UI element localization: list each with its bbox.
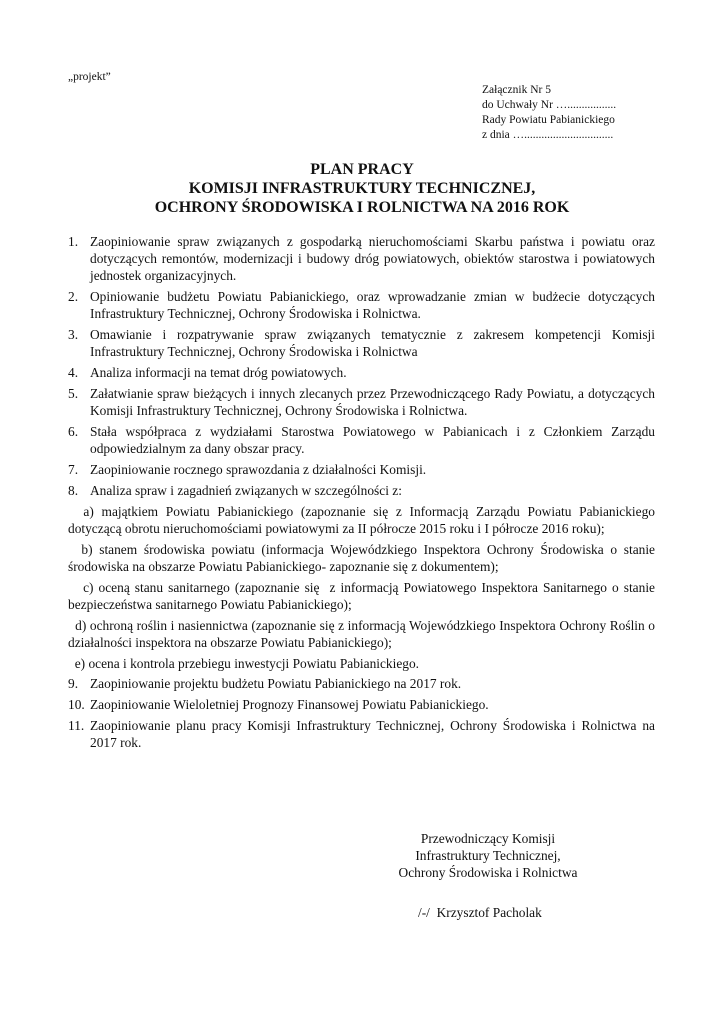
signature-block — [370, 830, 606, 882]
list-item-number: 9. — [68, 676, 79, 692]
list-item-number: 4. — [68, 365, 79, 381]
list-item — [68, 385, 655, 419]
plan-list — [68, 233, 659, 755]
list-item — [68, 288, 655, 322]
sub-item-e: e) ocena i kontrola przebiegu inwestycji Powiatu Pabianickiego. — [68, 655, 420, 671]
signer-name: /-/ Krzysztof Pacholak — [418, 905, 542, 920]
list-item-text: Zaopiniowanie projektu budżetu Powiatu Pabianickiego na 2017 rok. — [90, 676, 462, 692]
list-item — [68, 233, 655, 285]
list-item-text: Zaopiniowanie planu pracy Komisji Infrastruktury Technicznej, Ochrony Środowiska i Rolnictwa na 2017 rok. — [90, 717, 655, 751]
title-line-2: KOMISJI INFRASTRUKTURY TECHNICZNEJ, — [188, 180, 536, 197]
annex-line-4: z dnia …............................... — [482, 129, 614, 141]
annex-line-1: Załącznik Nr 5 — [482, 84, 551, 96]
list-item — [68, 326, 655, 360]
list-item-number: 5. — [68, 386, 79, 401]
list-item-text: Stała współpraca z wydziałami Starostwa Powiatowego w Pabianicach i z Członkiem Zarządu odpowiedzialnym za dany obszar pracy. — [90, 424, 655, 457]
list-item-number: 1. — [68, 234, 79, 249]
list-item-number: 10. — [68, 697, 85, 713]
list-item — [68, 675, 655, 692]
list-item-text: Analiza informacji na temat dróg powiatowych. — [90, 365, 347, 381]
signature-line-1: Przewodniczący Komisji — [420, 831, 556, 846]
list-item — [68, 482, 655, 499]
list-item-number: 7. — [68, 462, 79, 477]
list-item — [68, 423, 655, 457]
list-item — [68, 461, 655, 478]
list-item — [68, 717, 655, 751]
list-item-text: Analiza spraw i zagadnień związanych w szczególności z: — [90, 482, 402, 498]
draft-label: „projekt” — [68, 71, 111, 83]
list-item-number: 11. — [68, 717, 85, 733]
list-item — [68, 696, 655, 713]
sub-item-c: c) oceną stanu sanitarnego (zapoznanie się z informacją Powiatowego Inspektora Sanitarnego o stanie bezpieczeństwa sanitarnego Powiatu Pabianickiego); — [68, 579, 659, 612]
list-item-text: Zaopiniowanie Wieloletniej Prognozy Finansowej Powiatu Pabianickiego. — [90, 697, 489, 713]
list-item-text: Opiniowanie budżetu Powiatu Pabianickiego, oraz wprowadzanie zmian w budżecie dotyczących Infrastruktury Technicznej, Ochrony Środowiska i Rolnictwa. — [90, 289, 655, 322]
list-item-text: Zaopiniowanie spraw związanych z gospodarką nieruchomościami Skarbu państwa i powiatu oraz dotyczących remontów, modernizacji i budowy dróg powiatowych, obiektów starostwa i powiatowych jednostek organizacyjnych. — [90, 234, 655, 284]
annex-line-3: Rady Powiatu Pabianickiego — [482, 114, 615, 126]
signature-line-3: Ochrony Środowiska i Rolnictwa — [398, 865, 578, 881]
list-item-number: 6. — [68, 424, 79, 439]
sub-item-d: d) ochroną roślin i nasiennictwa (zapoznanie się z informacją Wojewódzkiego Inspektora Ochrony Roślin o działalności inspektora na obszarze Powiatu Pabianickiego); — [68, 617, 659, 650]
title-line-1: PLAN PRACY — [310, 161, 414, 178]
list-item-number: 8. — [68, 482, 79, 498]
title-line-3: OCHRONY ŚRODOWISKA I ROLNICTWA NA 2016 ROK — [154, 199, 570, 216]
list-item-number: 2. — [68, 289, 79, 305]
list-item-number: 3. — [68, 327, 79, 343]
list-item — [68, 364, 655, 381]
sub-item-a: a) majątkiem Powiatu Pabianickiego (zapoznanie się z Informacją Zarządu Powiatu Pabianickiego dotyczącą obrotu nieruchomościami powiatowymi za II półrocze 2015 roku i I półrocze 2016 roku); — [68, 503, 659, 536]
document-title — [0, 160, 724, 217]
signature-line-2: Infrastruktury Technicznej, — [415, 848, 561, 864]
annex-line-2: do Uchwały Nr …................. — [482, 99, 617, 111]
list-item-text: Załatwianie spraw bieżących i innych zlecanych przez Przewodniczącego Rady Powiatu, a dotyczących Komisji Infrastruktury Technicznej, Ochrony Środowiska i Rolnictwa. — [90, 386, 655, 419]
annex-reference — [482, 83, 616, 143]
list-item-text: Zaopiniowanie rocznego sprawozdania z działalności Komisji. — [90, 462, 427, 477]
list-item-text: Omawianie i rozpatrywanie spraw związanych tematycznie z zakresem kompetencji Komisji Infrastruktury Technicznej, Ochrony Środowiska i Rolnictwa — [90, 327, 655, 360]
sub-item-b: b) stanem środowiska powiatu (informacja Wojewódzkiego Inspektora Ochrony Środowiska o stanie środowiska na obszarze Powiatu Pabianickiego- zapoznanie się z dokumentem); — [68, 541, 659, 574]
